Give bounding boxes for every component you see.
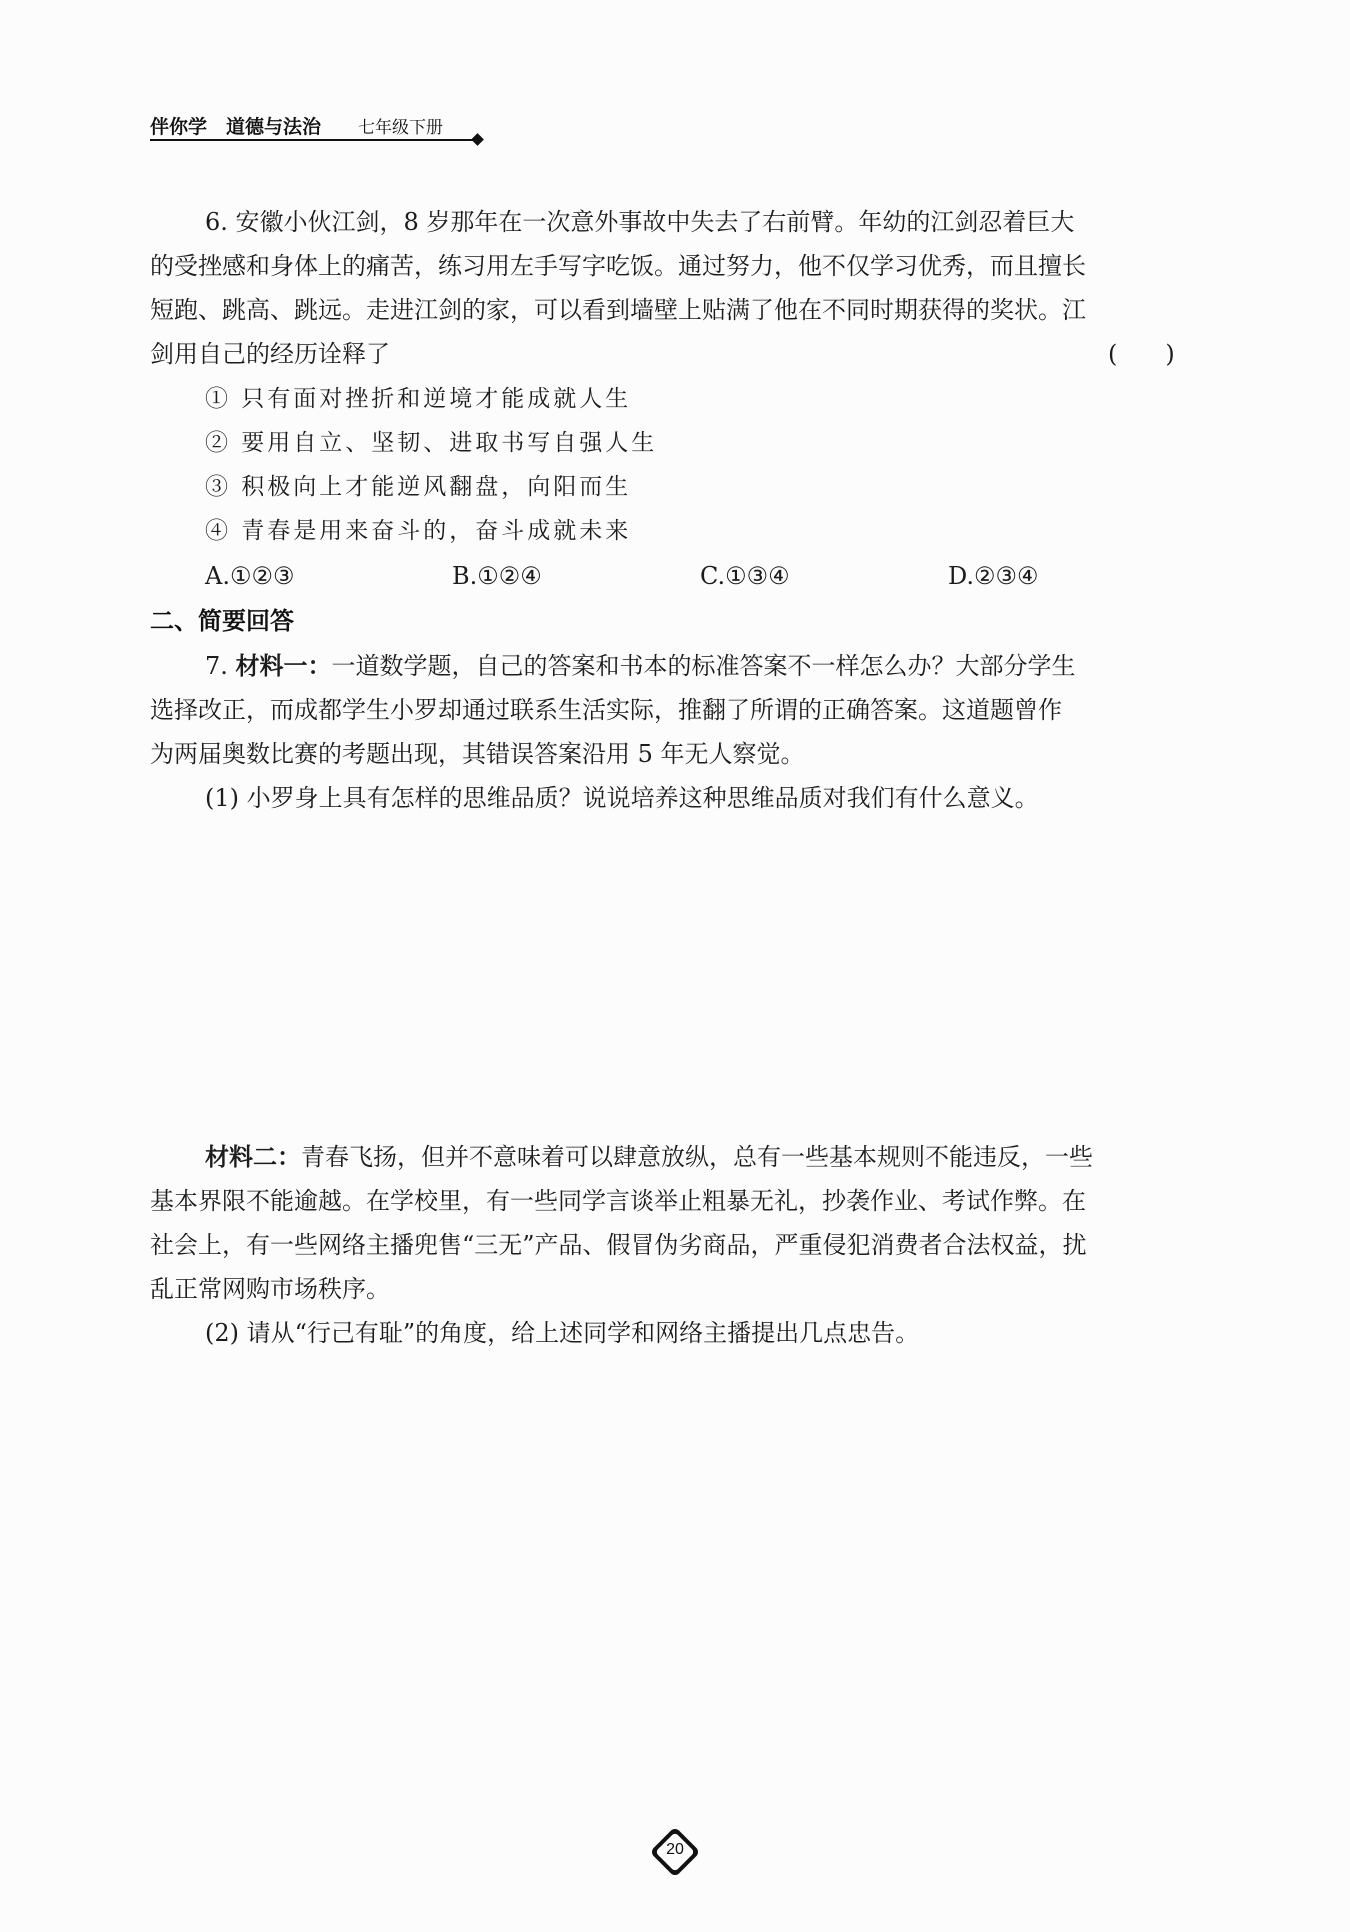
choice-a: A.①②③ [205, 562, 295, 590]
q7-material2-line-3: 社会上，有一些网络主播兜售“三无”产品、假冒伪劣商品，严重侵犯消费者合法权益，扰 [150, 1231, 1087, 1259]
q6-option-2: ② 要用自立、坚韧、进取书写自强人生 [205, 430, 658, 456]
q7-material1-line-3: 为两届奥数比赛的考题出现，其错误答案沿用 5 年无人察觉。 [150, 740, 805, 768]
book-brand: 伴你学 道德与法治 [150, 116, 322, 138]
q6-option-3: ③ 积极向上才能逆风翻盘，向阳而生 [205, 474, 632, 500]
choice-b: B.①②④ [452, 562, 542, 590]
page-number: 20 [666, 1841, 684, 1858]
answer-bracket: ( ) [1108, 340, 1175, 368]
material-2-label: 材料二： [205, 1143, 301, 1171]
question-number: 7. [205, 652, 228, 680]
q7-material2-line-4: 乱正常网购市场秩序。 [150, 1275, 390, 1303]
answer-space-2 [150, 1365, 1190, 1795]
q6-line-1: 6. 安徽小伙江剑，8 岁那年在一次意外事故中失去了右前臂。年幼的江剑忍着巨大 [205, 208, 1075, 236]
grade-label: 七年级下册 [358, 118, 443, 138]
q6-option-4: ④ 青春是用来奋斗的，奋斗成就未来 [205, 518, 632, 544]
diamond-icon [471, 133, 484, 146]
material-2-text-1: 青春飞扬，但并不意味着可以肆意放纵，总有一些基本规则不能违反，一些 [301, 1143, 1093, 1171]
q6-line-3: 短跑、跳高、跳远。走进江剑的家，可以看到墙壁上贴满了他在不同时期获得的奖状。江 [150, 296, 1086, 324]
choice-d: D.②③④ [948, 562, 1039, 590]
section-title: 二、简要回答 [150, 607, 294, 635]
q7-material1-line-1 [205, 651, 1076, 681]
sub-question-1: (1) 小罗身上具有怎样的思维品质？说说培养这种思维品质对我们有什么意义。 [205, 784, 1039, 812]
q7-material2-line-1 [205, 1142, 1093, 1172]
q6-option-1: ① 只有面对挫折和逆境才能成就人生 [205, 386, 632, 412]
q7-material1-line-2: 选择改正，而成都学生小罗却通过联系生活实际，推翻了所谓的正确答案。这道题曾作 [150, 696, 1062, 724]
q6-line-2: 的受挫感和身体上的痛苦，练习用左手写字吃饭。通过努力，他不仅学习优秀，而且擅长 [150, 252, 1086, 280]
answer-space-1 [150, 830, 1190, 1120]
choice-c: C.①③④ [700, 562, 790, 590]
page-number-badge [650, 1827, 700, 1877]
q7-material2-line-2: 基本界限不能逾越。在学校里，有一些同学言谈举止粗暴无礼，抄袭作业、考试作弊。在 [150, 1187, 1086, 1215]
sub-question-2: (2) 请从“行己有耻”的角度，给上述同学和网络主播提出几点忠告。 [205, 1319, 920, 1347]
header-rule [150, 139, 476, 141]
page-header [150, 108, 485, 144]
material-1-text-1: 一道数学题，自己的答案和书本的标准答案不一样怎么办？大部分学生 [331, 652, 1076, 680]
material-1-label: 材料一： [235, 652, 332, 680]
q6-line-4: 剑用自己的经历诠释了 [150, 340, 390, 368]
